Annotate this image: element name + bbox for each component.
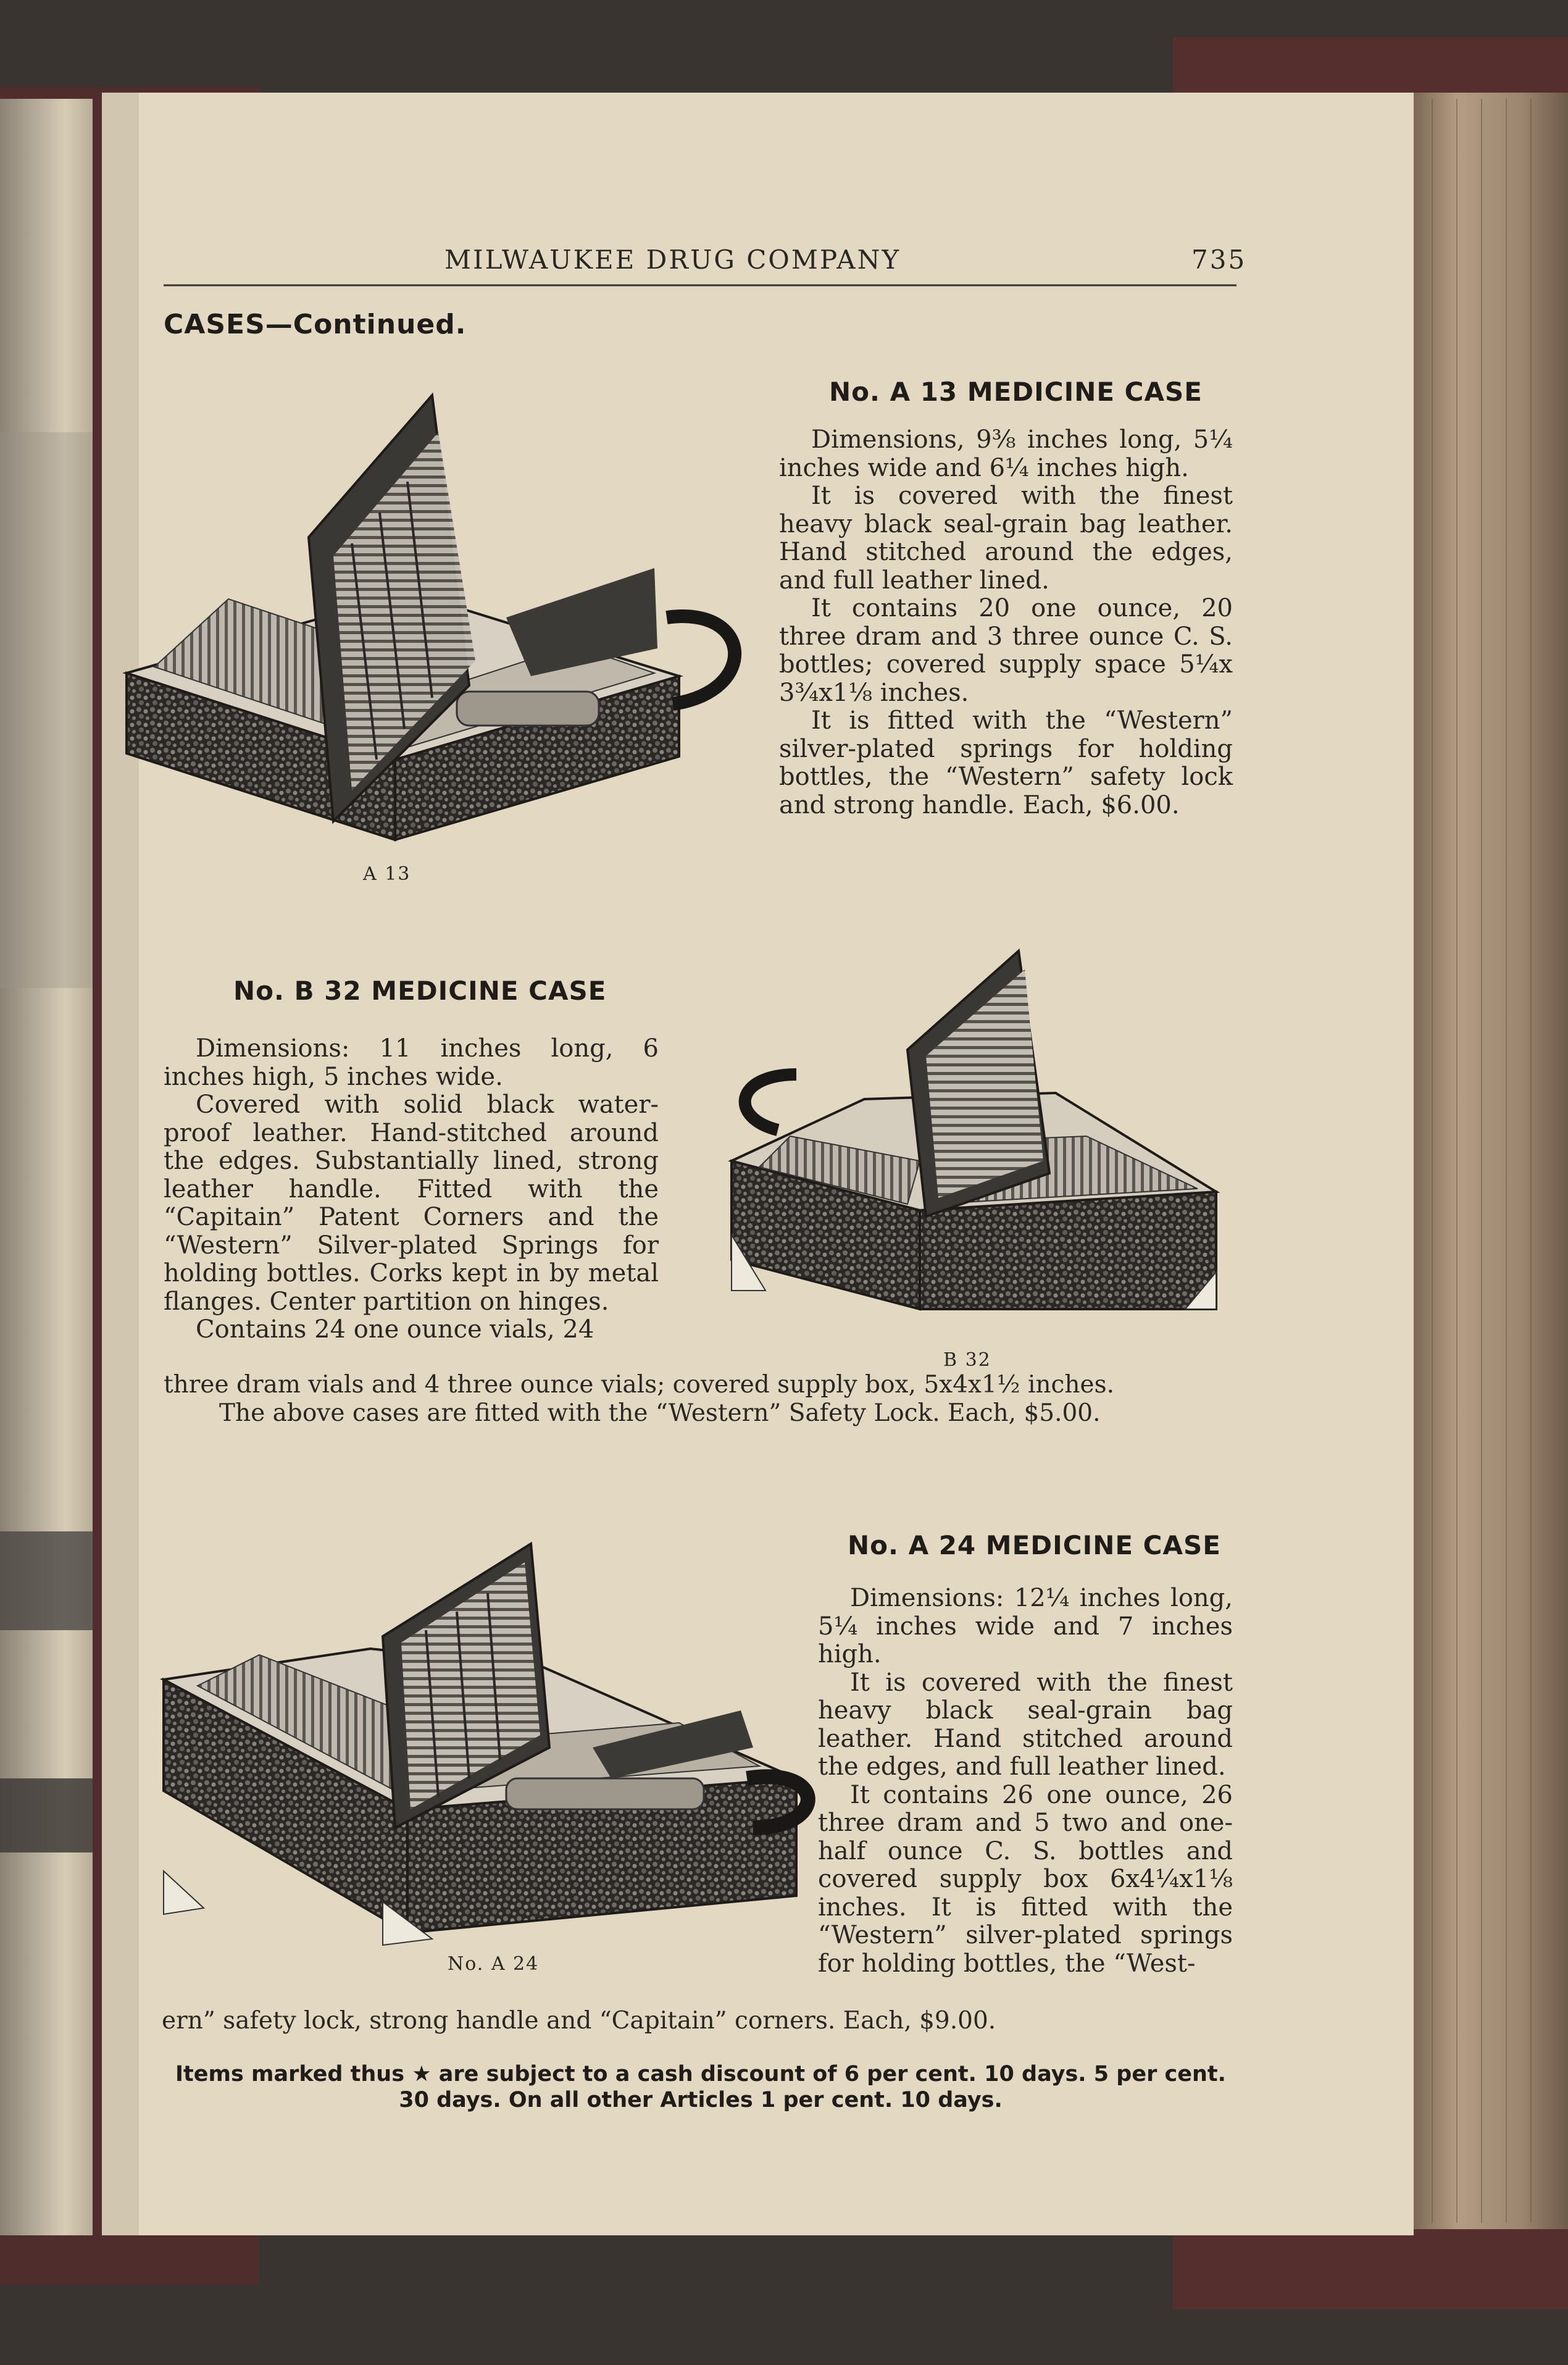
a13-description <box>779 426 1233 819</box>
a13-paragraph: Dimensions, 9⅜ inches long, 5¼ inches wide and 6¼ inches high. <box>779 425 1233 482</box>
b32-paragraph: Covered with solid black water-proof leather. Hand-stitched around the edges. Substantially lined, strong leather handle. Fitted with the “Capitain” Patent Corners and the “Western” Silver-plated Springs for holding bottles. Corks kept in by metal flanges. Center partition on hinges. <box>164 1090 659 1316</box>
section-title: CASES—Continued. <box>164 309 467 340</box>
b32-full-width-line: three dram vials and 4 three ounce vials; covered supply box, 5x4x1½ inches. <box>164 1371 1115 1399</box>
b32-paragraph: Contains 24 one ounce vials, 24 <box>196 1315 594 1344</box>
page-edges <box>1411 93 1568 2229</box>
page-number: 735 <box>1191 245 1247 275</box>
b32-paragraph: Dimensions: 11 inches long, 6 inches high, 5 inches wide. <box>164 1034 659 1091</box>
a13-caption: A 13 <box>363 863 411 885</box>
b32-closing-line: The above cases are fitted with the “Western” Safety Lock. Each, $5.00. <box>219 1399 1101 1427</box>
discount-footer-line-2: 30 days. On all other Articles 1 per cent. 10 days. <box>399 2088 1003 2112</box>
page-header-company: MILWAUKEE DRUG COMPANY <box>444 245 901 275</box>
a24-title: No. A 24 MEDICINE CASE <box>848 1530 1221 1560</box>
a24-paragraph: It contains 26 one ounce, 26 three dram and 5 two and one-half ounce C. S. bottles and covered supply box 6x4¼x1⅛ inches. It is fitted with the “Western” silver-plated springs for holding bottles, the “West- <box>818 1780 1233 1978</box>
a13-paragraph: It is covered with the finest heavy black seal-grain bag leather. Hand stitched around the edges, and full leather lined. <box>779 482 1233 595</box>
b32-title: No. B 32 MEDICINE CASE <box>233 976 607 1006</box>
a24-paragraph: Dimensions: 12¼ inches long, 5¼ inches wide and 7 inches high. <box>818 1584 1233 1668</box>
b32-description <box>164 1035 659 1344</box>
a24-description <box>818 1584 1233 1978</box>
a13-paragraph: It contains 20 one ounce, 20 three dram and 3 three ounce C. S. bottles; covered supply space 5¼x 3¾x1⅛ inches. <box>779 594 1233 707</box>
a13-title: No. A 13 MEDICINE CASE <box>829 377 1203 407</box>
b32-caption: B 32 <box>943 1349 991 1371</box>
a24-paragraph: It is covered with the finest heavy black seal-grain bag leather. Hand stitched around the edges, and full leather lined. <box>818 1668 1233 1781</box>
a24-caption: No. A 24 <box>448 1953 540 1975</box>
left-page <box>0 99 93 2235</box>
discount-footer-line-1: Items marked thus ★ are subject to a cash discount of 6 per cent. 10 days. 5 per cent. <box>175 2062 1226 2087</box>
a24-full-width-line: ern” safety lock, strong handle and “Capitain” corners. Each, $9.00. <box>162 2007 996 2035</box>
discount-footer <box>164 2061 1238 2113</box>
a13-paragraph: It is fitted with the “Western” silver-plated springs for holding bottles, the “Western” safety lock and strong handle. Each, $6.00. <box>779 706 1233 819</box>
